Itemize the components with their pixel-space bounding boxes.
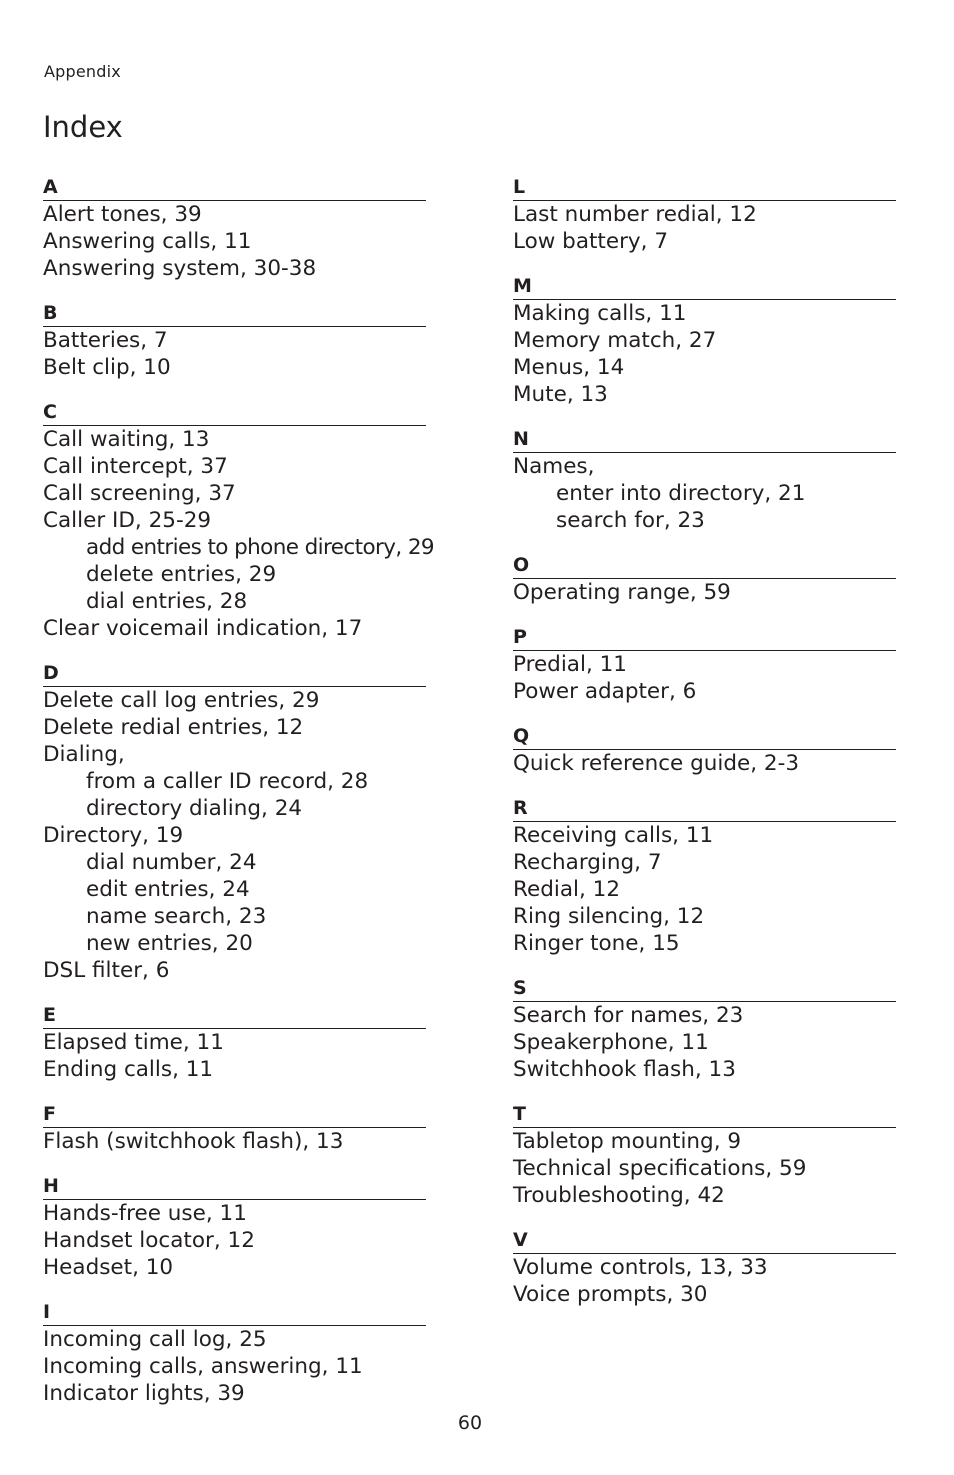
running-head: Appendix — [44, 62, 121, 81]
section-letter: A — [43, 172, 426, 201]
index-section-e — [43, 1000, 426, 1083]
index-entry: Clear voicemail indication, 17 — [43, 616, 363, 641]
index-entry: Voice prompts, 30 — [513, 1282, 708, 1307]
index-entry: Handset locator, 12 — [43, 1228, 255, 1253]
index-subentry: directory dialing, 24 — [86, 796, 303, 821]
section-letter: B — [43, 298, 426, 327]
index-entry: Speakerphone, 11 — [513, 1030, 709, 1055]
index-section-s — [513, 973, 896, 1083]
index-section-h — [43, 1171, 426, 1281]
index-subentry: search for, 23 — [556, 508, 705, 533]
index-entry: Recharging, 7 — [513, 850, 662, 875]
section-letter: C — [43, 397, 426, 426]
index-section-p — [513, 622, 896, 705]
index-entry: Volume controls, 13, 33 — [513, 1255, 768, 1280]
index-section-d — [43, 658, 426, 984]
index-entry: DSL filter, 6 — [43, 958, 170, 983]
section-letter: O — [513, 550, 896, 579]
index-subentry: delete entries, 29 — [86, 562, 277, 587]
section-letter: Q — [513, 721, 896, 750]
page-number: 60 — [457, 1412, 483, 1434]
index-entry: Troubleshooting, 42 — [513, 1183, 725, 1208]
index-entry: Caller ID, 25-29 — [43, 508, 212, 533]
index-entry: Belt clip, 10 — [43, 355, 171, 380]
index-section-a — [43, 172, 426, 282]
index-section-m — [513, 271, 896, 408]
index-entry: Tabletop mounting, 9 — [513, 1129, 742, 1154]
index-entry: Dialing, — [43, 742, 125, 767]
section-letter: R — [513, 793, 896, 822]
section-letter: P — [513, 622, 896, 651]
index-entry: Elapsed time, 11 — [43, 1030, 224, 1055]
index-entry: Ring silencing, 12 — [513, 904, 705, 929]
index-column-left — [43, 172, 435, 1423]
index-subentry: dial entries, 28 — [86, 589, 248, 614]
index-section-f — [43, 1099, 426, 1155]
section-letter: L — [513, 172, 896, 201]
index-section-t — [513, 1099, 896, 1209]
section-letter: I — [43, 1297, 426, 1326]
index-section-r — [513, 793, 896, 957]
index-entry: Operating range, 59 — [513, 580, 731, 605]
index-entry: Mute, 13 — [513, 382, 608, 407]
index-entry: Power adapter, 6 — [513, 679, 697, 704]
section-letter: M — [513, 271, 896, 300]
index-entry: Redial, 12 — [513, 877, 620, 902]
index-subentry: new entries, 20 — [86, 931, 253, 956]
section-letter: F — [43, 1099, 426, 1128]
index-entry: Directory, 19 — [43, 823, 184, 848]
index-section-b — [43, 298, 426, 381]
index-subentry: dial number, 24 — [86, 850, 257, 875]
index-entry: Ringer tone, 15 — [513, 931, 680, 956]
index-section-c — [43, 397, 435, 642]
index-entry: Menus, 14 — [513, 355, 625, 380]
index-subentry: name search, 23 — [86, 904, 267, 929]
index-entry: Incoming calls, answering, 11 — [43, 1354, 363, 1379]
index-subentry: from a caller ID record, 28 — [86, 769, 369, 794]
index-subentry: edit entries, 24 — [86, 877, 250, 902]
index-entry: Call screening, 37 — [43, 481, 236, 506]
index-entry: Predial, 11 — [513, 652, 627, 677]
index-entry: Delete call log entries, 29 — [43, 688, 320, 713]
section-letter: T — [513, 1099, 896, 1128]
index-section-o — [513, 550, 896, 606]
index-entry: Call waiting, 13 — [43, 427, 210, 452]
index-entry: Answering calls, 11 — [43, 229, 252, 254]
index-entry: Ending calls, 11 — [43, 1057, 214, 1082]
index-section-q — [513, 721, 896, 777]
index-entry: Switchhook flash, 13 — [513, 1057, 736, 1082]
index-section-v — [513, 1225, 896, 1308]
section-letter: V — [513, 1225, 896, 1254]
index-entry: Memory match, 27 — [513, 328, 717, 353]
index-column-right — [513, 172, 896, 1324]
index-entry: Technical specifications, 59 — [513, 1156, 807, 1181]
index-entry: Names, — [513, 454, 595, 479]
index-subentry: enter into directory, 21 — [556, 481, 806, 506]
page-title: Index — [43, 110, 123, 144]
index-section-l — [513, 172, 896, 255]
index-entry: Delete redial entries, 12 — [43, 715, 304, 740]
section-letter: N — [513, 424, 896, 453]
index-entry: Incoming call log, 25 — [43, 1327, 267, 1352]
index-entry: Answering system, 30-38 — [43, 256, 317, 281]
section-letter: D — [43, 658, 426, 687]
index-entry: Last number redial, 12 — [513, 202, 757, 227]
section-letter: H — [43, 1171, 426, 1200]
index-entry: Receiving calls, 11 — [513, 823, 714, 848]
section-letter: E — [43, 1000, 426, 1029]
index-entry: Flash (switchhook flash), 13 — [43, 1129, 344, 1154]
index-entry: Headset, 10 — [43, 1255, 174, 1280]
index-entry: Quick reference guide, 2-3 — [513, 751, 800, 776]
index-section-i — [43, 1297, 426, 1407]
index-subentry: add entries to phone directory, 29 — [86, 535, 435, 560]
index-entry: Batteries, 7 — [43, 328, 168, 353]
index-entry: Search for names, 23 — [513, 1003, 744, 1028]
index-entry: Alert tones, 39 — [43, 202, 202, 227]
index-entry: Call intercept, 37 — [43, 454, 228, 479]
section-letter: S — [513, 973, 896, 1002]
index-entry: Indicator lights, 39 — [43, 1381, 245, 1406]
index-entry: Hands-free use, 11 — [43, 1201, 247, 1226]
index-entry: Low battery, 7 — [513, 229, 668, 254]
index-section-n — [513, 424, 896, 534]
index-entry: Making calls, 11 — [513, 301, 687, 326]
